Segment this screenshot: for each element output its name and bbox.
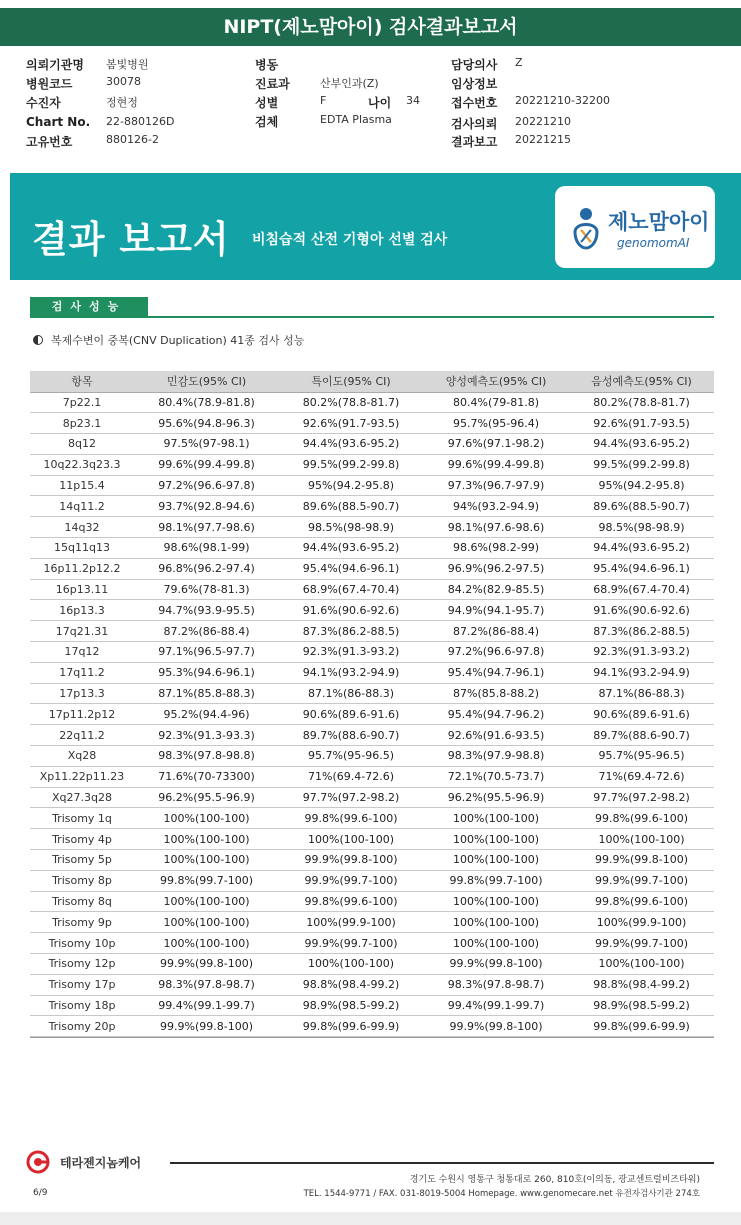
table-row (30, 683, 714, 704)
row-sensitivity: 98.3%(97.8-98.8) (134, 746, 279, 767)
table-row (30, 829, 714, 850)
table-row (30, 870, 714, 891)
row-npv: 94.4%(93.6-95.2) (569, 434, 714, 455)
table-row (30, 912, 714, 933)
row-item: 22q11.2 (30, 725, 134, 746)
row-item: Trisomy 1q (30, 808, 134, 829)
row-item: 16p13.3 (30, 600, 134, 621)
page-bottom-strip (0, 1212, 741, 1225)
table-row (30, 434, 714, 455)
table-row (30, 954, 714, 975)
row-ppv: 94%(93.2-94.9) (423, 496, 569, 517)
row-ppv: 96.2%(95.5-96.9) (423, 787, 569, 808)
row-ppv: 99.6%(99.4-99.8) (423, 454, 569, 475)
table-row (30, 746, 714, 767)
row-ppv: 94.9%(94.1-95.7) (423, 600, 569, 621)
table-row (30, 600, 714, 621)
row-sensitivity: 100%(100-100) (134, 829, 279, 850)
table-row (30, 787, 714, 808)
row-sensitivity: 93.7%(92.8-94.6) (134, 496, 279, 517)
row-item: 16p11.2p12.2 (30, 558, 134, 579)
row-sensitivity: 100%(100-100) (134, 850, 279, 871)
row-item: 11p15.4 (30, 475, 134, 496)
row-sensitivity: 98.1%(97.7-98.6) (134, 517, 279, 538)
table-bottom-line (30, 1037, 714, 1038)
row-item: 10q22.3q23.3 (30, 454, 134, 475)
row-specificity: 80.2%(78.8-81.7) (279, 392, 423, 413)
row-specificity: 87.1%(86-88.3) (279, 683, 423, 704)
label-sex: 성별 (255, 96, 279, 110)
row-ppv: 99.9%(99.8-100) (423, 1016, 569, 1037)
row-ppv: 98.3%(97.9-98.8) (423, 746, 569, 767)
banner-subtitle: 비침습적 산전 기형아 선별 검사 (252, 232, 448, 248)
row-ppv: 100%(100-100) (423, 829, 569, 850)
row-ppv: 97.3%(96.7-97.9) (423, 475, 569, 496)
row-sensitivity: 97.5%(97-98.1) (134, 434, 279, 455)
row-ppv: 97.2%(96.6-97.8) (423, 642, 569, 663)
row-npv: 95%(94.2-95.8) (569, 475, 714, 496)
row-ppv: 98.1%(97.6-98.6) (423, 517, 569, 538)
row-sensitivity: 98.3%(97.8-98.7) (134, 974, 279, 995)
table-row (30, 475, 714, 496)
row-npv: 99.9%(99.7-100) (569, 870, 714, 891)
half-circle-icon (33, 335, 43, 345)
row-ppv: 99.4%(99.1-99.7) (423, 995, 569, 1016)
row-specificity: 100%(99.9-100) (279, 912, 423, 933)
row-specificity: 99.8%(99.6-100) (279, 808, 423, 829)
label-report-date: 결과보고 (451, 135, 498, 149)
row-npv: 98.8%(98.4-99.2) (569, 974, 714, 995)
value-doctor: Z (515, 56, 523, 69)
row-specificity: 90.6%(89.6-91.6) (279, 704, 423, 725)
table-row (30, 642, 714, 663)
row-npv: 92.3%(91.3-93.2) (569, 642, 714, 663)
row-npv: 100%(100-100) (569, 954, 714, 975)
company-contact: TEL. 1544-9771 / FAX. 031-8019-5004 Homepage. www.genomecare.net 유전자검사기관 274호 (303, 1189, 700, 1199)
row-specificity: 95%(94.2-95.8) (279, 475, 423, 496)
table-row (30, 621, 714, 642)
row-sensitivity: 92.3%(91.3-93.3) (134, 725, 279, 746)
value-report-date: 20221215 (515, 133, 571, 146)
row-specificity: 99.9%(99.7-100) (279, 870, 423, 891)
row-specificity: 100%(100-100) (279, 954, 423, 975)
row-npv: 98.5%(98-98.9) (569, 517, 714, 538)
row-sensitivity: 99.9%(99.8-100) (134, 1016, 279, 1037)
table-row (30, 558, 714, 579)
company-address: 경기도 수원시 영통구 청통대로 260, 810호(이의동, 광교센트럴비즈타워) (409, 1175, 700, 1185)
row-specificity: 99.9%(99.7-100) (279, 933, 423, 954)
value-request-date: 20221210 (515, 115, 571, 128)
row-specificity: 99.5%(99.2-99.8) (279, 454, 423, 475)
value-age: 34 (406, 94, 420, 107)
row-sensitivity: 95.3%(94.6-96.1) (134, 662, 279, 683)
label-chart-no: Chart No. (26, 115, 91, 129)
row-ppv: 95.7%(95-96.4) (423, 413, 569, 434)
header-ppv: 양성예측도(95% CI) (423, 371, 569, 392)
row-specificity: 95.7%(95-96.5) (279, 746, 423, 767)
row-sensitivity: 97.2%(96.6-97.8) (134, 475, 279, 496)
row-sensitivity: 100%(100-100) (134, 912, 279, 933)
row-ppv: 100%(100-100) (423, 933, 569, 954)
label-hospital-code: 병원코드 (26, 77, 73, 91)
row-sensitivity: 99.4%(99.1-99.7) (134, 995, 279, 1016)
row-item: 7p22.1 (30, 392, 134, 413)
row-item: Trisomy 4p (30, 829, 134, 850)
report-title: NIPT(제노맘아이) 검사결과보고서 (0, 8, 741, 46)
row-item: 16p13.11 (30, 579, 134, 600)
row-ppv: 92.6%(91.6-93.5) (423, 725, 569, 746)
row-sensitivity: 95.2%(94.4-96) (134, 704, 279, 725)
genomom-logo (555, 186, 715, 268)
row-specificity: 98.8%(98.4-99.2) (279, 974, 423, 995)
row-item: 8p23.1 (30, 413, 134, 434)
row-npv: 98.9%(98.5-99.2) (569, 995, 714, 1016)
table-row (30, 1016, 714, 1037)
row-sensitivity: 87.2%(86-88.4) (134, 621, 279, 642)
table-row (30, 850, 714, 871)
company-name: 테라젠지놈케어 (60, 1156, 142, 1170)
header-npv: 음성예측도(95% CI) (569, 371, 714, 392)
label-age: 나이 (368, 96, 392, 110)
table-row (30, 496, 714, 517)
row-sensitivity: 96.2%(95.5-96.9) (134, 787, 279, 808)
row-item: Trisomy 18p (30, 995, 134, 1016)
row-ppv: 99.8%(99.7-100) (423, 870, 569, 891)
row-item: Trisomy 17p (30, 974, 134, 995)
table-row (30, 808, 714, 829)
row-npv: 99.8%(99.6-100) (569, 891, 714, 912)
row-item: 17q11.2 (30, 662, 134, 683)
row-item: Xp11.22p11.23 (30, 766, 134, 787)
value-receipt-no: 20221210-32200 (515, 94, 610, 107)
row-item: Xq27.3q28 (30, 787, 134, 808)
row-item: Trisomy 8p (30, 870, 134, 891)
value-sex: F (320, 94, 327, 107)
table-row (30, 662, 714, 683)
row-sensitivity: 94.7%(93.9-95.5) (134, 600, 279, 621)
row-sensitivity: 79.6%(78-81.3) (134, 579, 279, 600)
row-item: Trisomy 20p (30, 1016, 134, 1037)
row-ppv: 80.4%(79-81.8) (423, 392, 569, 413)
section-divider (30, 316, 714, 318)
row-specificity: 94.4%(93.6-95.2) (279, 434, 423, 455)
row-specificity: 91.6%(90.6-92.6) (279, 600, 423, 621)
row-ppv: 72.1%(70.5-73.7) (423, 766, 569, 787)
table-row (30, 995, 714, 1016)
row-ppv: 87.2%(86-88.4) (423, 621, 569, 642)
row-specificity: 71%(69.4-72.6) (279, 766, 423, 787)
row-specificity: 92.3%(91.3-93.2) (279, 642, 423, 663)
row-specificity: 100%(100-100) (279, 829, 423, 850)
row-npv: 87.1%(86-88.3) (569, 683, 714, 704)
banner-title: 결과 보고서 (32, 218, 230, 261)
logo-name: 제노맘아이 (608, 210, 710, 234)
row-sensitivity: 96.8%(96.2-97.4) (134, 558, 279, 579)
row-ppv: 87%(85.8-88.2) (423, 683, 569, 704)
row-npv: 90.6%(89.6-91.6) (569, 704, 714, 725)
page-number: 6/9 (33, 1188, 48, 1198)
row-npv: 92.6%(91.7-93.5) (569, 413, 714, 434)
row-specificity: 89.7%(88.6-90.7) (279, 725, 423, 746)
row-sensitivity: 100%(100-100) (134, 808, 279, 829)
company-logo (26, 1150, 166, 1174)
row-sensitivity: 99.6%(99.4-99.8) (134, 454, 279, 475)
row-npv: 95.4%(94.6-96.1) (569, 558, 714, 579)
row-sensitivity: 99.8%(99.7-100) (134, 870, 279, 891)
row-npv: 89.7%(88.6-90.7) (569, 725, 714, 746)
row-specificity: 99.8%(99.6-100) (279, 891, 423, 912)
row-ppv: 100%(100-100) (423, 891, 569, 912)
row-ppv: 96.9%(96.2-97.5) (423, 558, 569, 579)
row-npv: 91.6%(90.6-92.6) (569, 600, 714, 621)
table-row (30, 891, 714, 912)
label-receipt-no: 접수번호 (451, 96, 498, 110)
row-ppv: 100%(100-100) (423, 808, 569, 829)
row-npv: 97.7%(97.2-98.2) (569, 787, 714, 808)
table-header-row (30, 371, 714, 392)
value-chart-no: 22-880126D (106, 115, 175, 128)
section-tab: 검사성능 (30, 297, 148, 317)
row-sensitivity: 100%(100-100) (134, 933, 279, 954)
header-item: 항목 (30, 371, 134, 392)
row-npv: 99.9%(99.7-100) (569, 933, 714, 954)
row-npv: 68.9%(67.4-70.4) (569, 579, 714, 600)
row-sensitivity: 98.6%(98.1-99) (134, 538, 279, 559)
row-specificity: 99.8%(99.6-99.9) (279, 1016, 423, 1037)
row-specificity: 94.1%(93.2-94.9) (279, 662, 423, 683)
row-specificity: 98.5%(98-98.9) (279, 517, 423, 538)
row-item: Xq28 (30, 746, 134, 767)
row-item: 15q11q13 (30, 538, 134, 559)
row-npv: 99.8%(99.6-99.9) (569, 1016, 714, 1037)
row-item: Trisomy 12p (30, 954, 134, 975)
row-sensitivity: 95.6%(94.8-96.3) (134, 413, 279, 434)
row-npv: 80.2%(78.8-81.7) (569, 392, 714, 413)
row-npv: 89.6%(88.5-90.7) (569, 496, 714, 517)
table-row (30, 454, 714, 475)
row-item: Trisomy 9p (30, 912, 134, 933)
label-doctor: 담당의사 (451, 58, 498, 72)
label-department: 진료과 (255, 77, 290, 91)
row-sensitivity: 100%(100-100) (134, 891, 279, 912)
label-specimen: 검체 (255, 115, 279, 129)
header-sensitivity: 민감도(95% CI) (134, 371, 279, 392)
row-npv: 100%(99.9-100) (569, 912, 714, 933)
row-sensitivity: 71.6%(70-73300) (134, 766, 279, 787)
value-hospital-code: 30078 (106, 75, 141, 88)
row-npv: 95.7%(95-96.5) (569, 746, 714, 767)
value-department: 산부인과(Z) (320, 77, 379, 90)
row-item: 17q12 (30, 642, 134, 663)
row-sensitivity: 87.1%(85.8-88.3) (134, 683, 279, 704)
table-row (30, 933, 714, 954)
note-text: 복제수변이 중복(CNV Duplication) 41종 검사 성능 (51, 334, 305, 347)
row-ppv: 99.9%(99.8-100) (423, 954, 569, 975)
label-clinical-info: 임상정보 (451, 77, 498, 91)
row-ppv: 98.3%(97.8-98.7) (423, 974, 569, 995)
genomom-logo-icon (569, 206, 603, 250)
row-item: 17p11.2p12 (30, 704, 134, 725)
row-ppv: 84.2%(82.9-85.5) (423, 579, 569, 600)
row-sensitivity: 99.9%(99.8-100) (134, 954, 279, 975)
row-specificity: 92.6%(91.7-93.5) (279, 413, 423, 434)
row-npv: 71%(69.4-72.6) (569, 766, 714, 787)
label-ward: 병동 (255, 58, 279, 72)
report-banner (10, 173, 741, 280)
row-ppv: 100%(100-100) (423, 912, 569, 933)
performance-table (30, 371, 714, 1037)
row-npv: 94.4%(93.6-95.2) (569, 538, 714, 559)
header-specificity: 특이도(95% CI) (279, 371, 423, 392)
logo-sub: genomomAI (617, 236, 690, 250)
row-item: Trisomy 5p (30, 850, 134, 871)
footer-divider (170, 1162, 714, 1164)
row-item: 14q11.2 (30, 496, 134, 517)
row-ppv: 98.6%(98.2-99) (423, 538, 569, 559)
row-specificity: 98.9%(98.5-99.2) (279, 995, 423, 1016)
row-item: 17q21.31 (30, 621, 134, 642)
row-specificity: 89.6%(88.5-90.7) (279, 496, 423, 517)
table-row (30, 974, 714, 995)
table-row (30, 766, 714, 787)
table-row (30, 413, 714, 434)
row-npv: 99.5%(99.2-99.8) (569, 454, 714, 475)
row-item: 14q32 (30, 517, 134, 538)
row-item: Trisomy 10p (30, 933, 134, 954)
row-ppv: 95.4%(94.7-96.1) (423, 662, 569, 683)
label-unique-no: 고유번호 (26, 135, 73, 149)
section-note (33, 332, 304, 348)
table-row (30, 392, 714, 413)
table-row (30, 517, 714, 538)
table-row (30, 725, 714, 746)
row-specificity: 68.9%(67.4-70.4) (279, 579, 423, 600)
row-ppv: 97.6%(97.1-98.2) (423, 434, 569, 455)
value-patient: 정현정 (106, 96, 138, 109)
row-specificity: 97.7%(97.2-98.2) (279, 787, 423, 808)
row-ppv: 95.4%(94.7-96.2) (423, 704, 569, 725)
row-sensitivity: 80.4%(78.9-81.8) (134, 392, 279, 413)
row-npv: 99.9%(99.8-100) (569, 850, 714, 871)
row-item: Trisomy 8q (30, 891, 134, 912)
row-specificity: 87.3%(86.2-88.5) (279, 621, 423, 642)
row-npv: 94.1%(93.2-94.9) (569, 662, 714, 683)
table-row (30, 704, 714, 725)
value-unique-no: 880126-2 (106, 133, 159, 146)
row-item: 8q12 (30, 434, 134, 455)
value-institution: 봄빛병원 (106, 58, 149, 71)
row-item: 17p13.3 (30, 683, 134, 704)
row-specificity: 94.4%(93.6-95.2) (279, 538, 423, 559)
label-patient: 수진자 (26, 96, 61, 110)
label-request-date: 검사의뢰 (451, 117, 498, 131)
row-ppv: 100%(100-100) (423, 850, 569, 871)
row-npv: 100%(100-100) (569, 829, 714, 850)
company-logo-icon (26, 1150, 56, 1174)
value-specimen: EDTA Plasma (320, 113, 392, 126)
label-institution: 의뢰기관명 (26, 58, 84, 72)
table-row (30, 579, 714, 600)
table-row (30, 538, 714, 559)
row-npv: 99.8%(99.6-100) (569, 808, 714, 829)
row-npv: 87.3%(86.2-88.5) (569, 621, 714, 642)
row-sensitivity: 97.1%(96.5-97.7) (134, 642, 279, 663)
row-specificity: 95.4%(94.6-96.1) (279, 558, 423, 579)
row-specificity: 99.9%(99.8-100) (279, 850, 423, 871)
